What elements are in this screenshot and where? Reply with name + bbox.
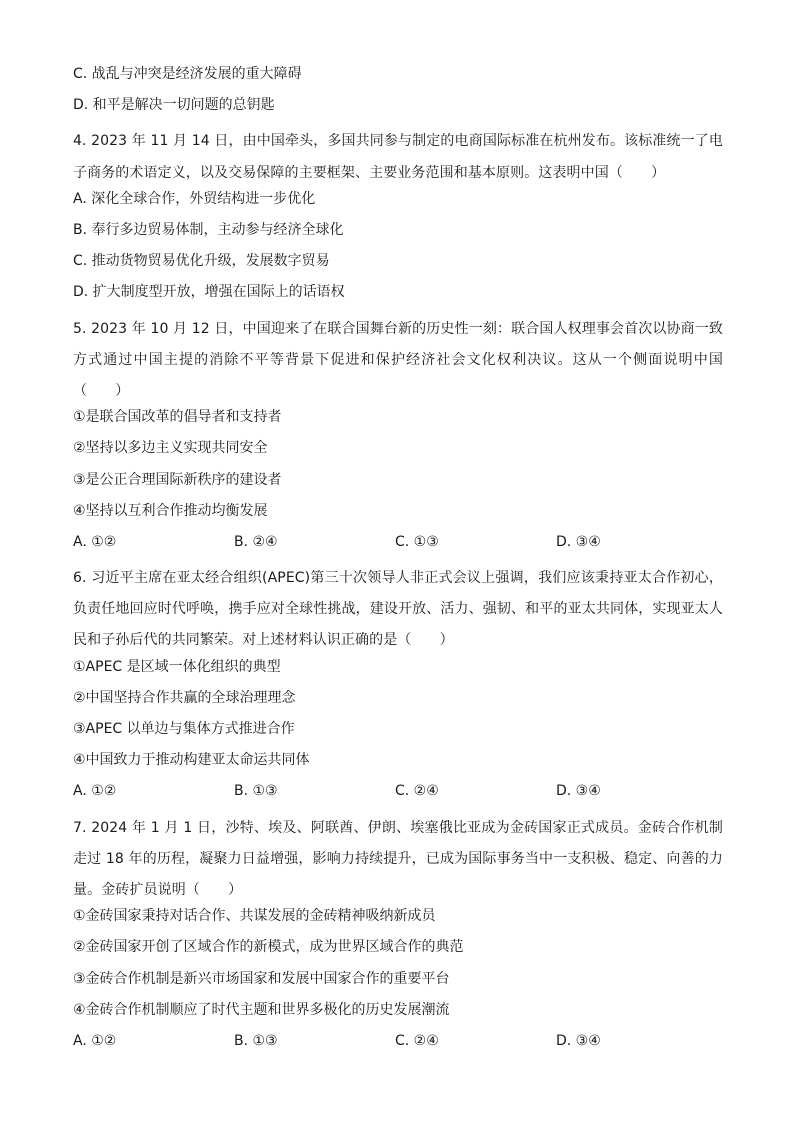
q5-choice-b: B. ②④ xyxy=(234,533,278,550)
q6-choice-c: C. ②④ xyxy=(395,783,439,800)
q5-item-3: ③是公正合理国际新秩序的建设者 xyxy=(73,471,282,488)
q5-item-1: ①是联合国改革的倡导者和支持者 xyxy=(73,409,282,426)
q7-item-1: ①金砖国家秉持对话合作、共谋发展的金砖精神吸纳新成员 xyxy=(73,908,436,925)
q6-item-2: ②中国坚持合作共赢的全球治理理念 xyxy=(73,689,296,706)
q5-choice-a: A. ①② xyxy=(73,533,117,550)
q7-choice-b: B. ①③ xyxy=(234,1032,278,1049)
q7-choices xyxy=(73,1031,723,1062)
q6-item-1: ①APEC 是区域一体化组织的典型 xyxy=(73,658,281,675)
q5-choices xyxy=(73,532,723,563)
q7-choice-c: C. ②④ xyxy=(395,1032,439,1049)
q7-item-3: ③金砖合作机制是新兴市场国家和发展中国家合作的重要平台 xyxy=(73,970,450,987)
q6-stem: 6. 习近平主席在亚太经合组织(APEC)第三十次领导人非正式会议上强调，我们应该秉持亚太合作初心，负责任地回应时代呼唤，携手应对全球性挑战，建设开放、活力、强韧、和平的亚太共同体，实现亚太人民和子孙后代的共同繁荣。对上述材料认识正确的是（ ） xyxy=(73,570,723,649)
q5-item-4: ④坚持以互利合作推动均衡发展 xyxy=(73,502,268,519)
q4-option-c: C. 推动货物贸易优化升级，发展数字贸易 xyxy=(73,253,330,270)
q4-option-b: B. 奉行多边贸易体制，主动参与经济全球化 xyxy=(73,221,344,238)
q5-item-2: ②坚持以多边主义实现共同安全 xyxy=(73,440,268,457)
document-content xyxy=(73,64,723,1062)
q6-choices xyxy=(73,781,723,812)
q7-item-2: ②金砖国家开创了区域合作的新模式，成为世界区域合作的典范 xyxy=(73,939,464,956)
q7-stem: 7. 2024 年 1 月 1 日，沙特、埃及、阿联酋、伊朗、埃塞俄比亚成为金砖国家正式成员。金砖合作机制走过 18 年的历程，凝聚力日益增强，影响力持续提升，已成为国际事务当中一支积极、稳定、向善的力量。金砖扩员说明（ ） xyxy=(73,819,723,899)
q4-option-a: A. 深化全球合作，外贸结构进一步优化 xyxy=(73,190,316,207)
q7-choice-d: D. ③④ xyxy=(556,1032,601,1049)
q3-option-d: D. 和平是解决一切问题的总钥匙 xyxy=(73,97,275,114)
q5-choice-c: C. ①③ xyxy=(395,533,439,550)
q6-item-3: ③APEC 以单边与集体方式推进合作 xyxy=(73,721,295,738)
q6-choice-d: D. ③④ xyxy=(556,783,601,800)
q7-choice-a: A. ①② xyxy=(73,1032,117,1049)
q4-stem: 4. 2023 年 11 月 14 日，由中国牵头，多国共同参与制定的电商国际标准在杭州发布。该标准统一了电子商务的术语定义，以及交易保障的主要框架、主要业务范围和基本原则。这表明中国（ ） xyxy=(73,133,723,181)
q5-stem: 5. 2023 年 10 月 12 日，中国迎来了在联合国舞台新的历史性一刻：联合国人权理事会首次以协商一致方式通过中国主提的消除不平等背景下促进和保护经济社会文化权利决议。这从一个侧面说明中国（ ） xyxy=(73,320,723,399)
q3-option-c: C. 战乱与冲突是经济发展的重大障碍 xyxy=(73,66,302,82)
q6-choice-b: B. ①③ xyxy=(234,783,278,800)
q6-choice-a: A. ①② xyxy=(73,783,117,800)
q6-item-4: ④中国致力于推动构建亚太命运共同体 xyxy=(73,752,310,769)
q7-item-4: ④金砖合作机制顺应了时代主题和世界多极化的历史发展潮流 xyxy=(73,1001,450,1018)
q5-choice-d: D. ③④ xyxy=(556,533,601,550)
q4-option-d: D. 扩大制度型开放，增强在国际上的话语权 xyxy=(73,284,345,301)
